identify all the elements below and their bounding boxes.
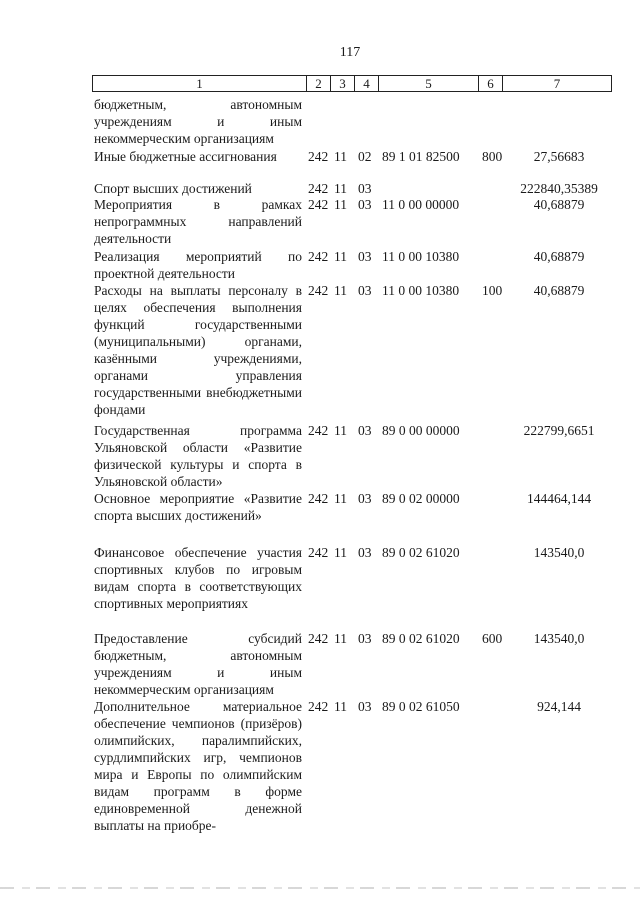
header-col-3: 3 <box>330 76 354 91</box>
header-col-7: 7 <box>502 76 612 91</box>
row-col-3: 11 <box>334 283 347 298</box>
row-name: Предоставление субсидий бюджетным, автономным учреждениям и иным некоммерческим организациям <box>94 631 302 697</box>
row-col-5: 11 0 00 10380 <box>382 249 460 264</box>
header-col-1: 1 <box>92 76 306 91</box>
row-col-4: 03 <box>358 283 372 298</box>
row-col-5: 11 0 00 10380 <box>382 283 460 298</box>
row-col-4: 03 <box>358 699 372 714</box>
row-col-2: 242 <box>308 631 329 646</box>
row-name: Иные бюджетные ассигнования <box>94 149 277 164</box>
row-col-4: 03 <box>358 249 372 264</box>
row-col-5: 89 0 02 61020 <box>382 545 460 560</box>
row-col-5: 89 0 00 00000 <box>382 423 460 438</box>
row-col-7: 40,68879 <box>533 197 585 212</box>
row-col-2: 242 <box>308 283 329 298</box>
row-col-3: 11 <box>334 423 347 438</box>
row-col-4: 03 <box>358 545 372 560</box>
row-col-3: 11 <box>334 181 347 196</box>
row-col-5: 89 0 02 61020 <box>382 631 460 646</box>
row-col-7: 144464,144 <box>526 491 592 506</box>
row-name: бюджетным, автономным учреждениям и иным некоммерческим организациям <box>94 97 302 146</box>
row-name: Финансовое обеспечение участия спортивных клубов по игровым видам спорта в соответствующих спортивных мероприятиях <box>94 545 302 611</box>
row-col-7: 143540,0 <box>533 545 585 560</box>
row-col-2: 242 <box>308 545 329 560</box>
row-col-5: 89 0 02 00000 <box>382 491 460 506</box>
row-col-6: 800 <box>482 149 503 164</box>
row-col-2: 242 <box>308 699 329 714</box>
scan-artifact-line <box>0 887 640 889</box>
row-col-3: 11 <box>334 491 347 506</box>
header-col-2: 2 <box>306 76 330 91</box>
header-col-6: 6 <box>478 76 502 91</box>
row-col-2: 242 <box>308 423 329 438</box>
row-col-7: 222840,35389 <box>520 181 598 196</box>
page-number: 117 <box>339 45 361 60</box>
row-col-4: 03 <box>358 197 372 212</box>
row-col-7: 222799,6651 <box>523 423 595 438</box>
row-col-2: 242 <box>308 491 329 506</box>
row-col-4: 03 <box>358 491 372 506</box>
row-col-4: 03 <box>358 423 372 438</box>
table-header-row <box>92 75 612 92</box>
row-col-2: 242 <box>308 249 329 264</box>
row-name: Спорт высших достижений <box>94 181 252 196</box>
row-name: Основное мероприятие «Развитие спорта высших достижений» <box>94 491 302 523</box>
row-col-5: 11 0 00 00000 <box>382 197 460 212</box>
row-col-2: 242 <box>308 197 329 212</box>
row-name: Дополнительное материальное обеспечение чемпионов (призёров) олимпийских, паралимпийских, сурдлимпийских игр, чемпионов мира и Европы по олимпийским видам программ в форме единовременной денежной выплаты на приобре- <box>94 699 302 833</box>
row-col-3: 11 <box>334 149 347 164</box>
row-col-6: 600 <box>482 631 503 646</box>
row-col-7: 924,144 <box>537 699 581 714</box>
row-col-4: 03 <box>358 631 372 646</box>
row-col-3: 11 <box>334 249 347 264</box>
row-col-3: 11 <box>334 699 347 714</box>
row-col-2: 242 <box>308 149 329 164</box>
row-col-7: 40,68879 <box>533 249 585 264</box>
row-col-5: 89 0 02 61050 <box>382 699 460 714</box>
row-col-2: 242 <box>308 181 329 196</box>
row-col-3: 11 <box>334 631 347 646</box>
row-col-4: 03 <box>358 181 372 196</box>
header-col-5: 5 <box>378 76 478 91</box>
row-col-7: 40,68879 <box>533 283 585 298</box>
row-col-7: 143540,0 <box>533 631 585 646</box>
row-col-4: 02 <box>358 149 372 164</box>
row-name: Государственная программа Ульяновской области «Развитие физической культуры и спорта в Ульяновской области» <box>94 423 302 489</box>
row-col-3: 11 <box>334 545 347 560</box>
header-col-4: 4 <box>354 76 378 91</box>
row-col-3: 11 <box>334 197 347 212</box>
row-col-6: 100 <box>482 283 503 298</box>
row-name: Расходы на выплаты персоналу в целях обеспечения выполнения функций государственными (муниципальными) органами, казёнными учреждениями, органами управления государственными внебюджетными фондами <box>94 283 302 417</box>
row-name: Мероприятия в рамках непрограммных направлений деятельности <box>94 197 302 246</box>
row-col-5: 89 1 01 82500 <box>382 149 460 164</box>
row-col-7: 27,56683 <box>533 149 585 164</box>
row-name: Реализация мероприятий по проектной деятельности <box>94 249 302 281</box>
